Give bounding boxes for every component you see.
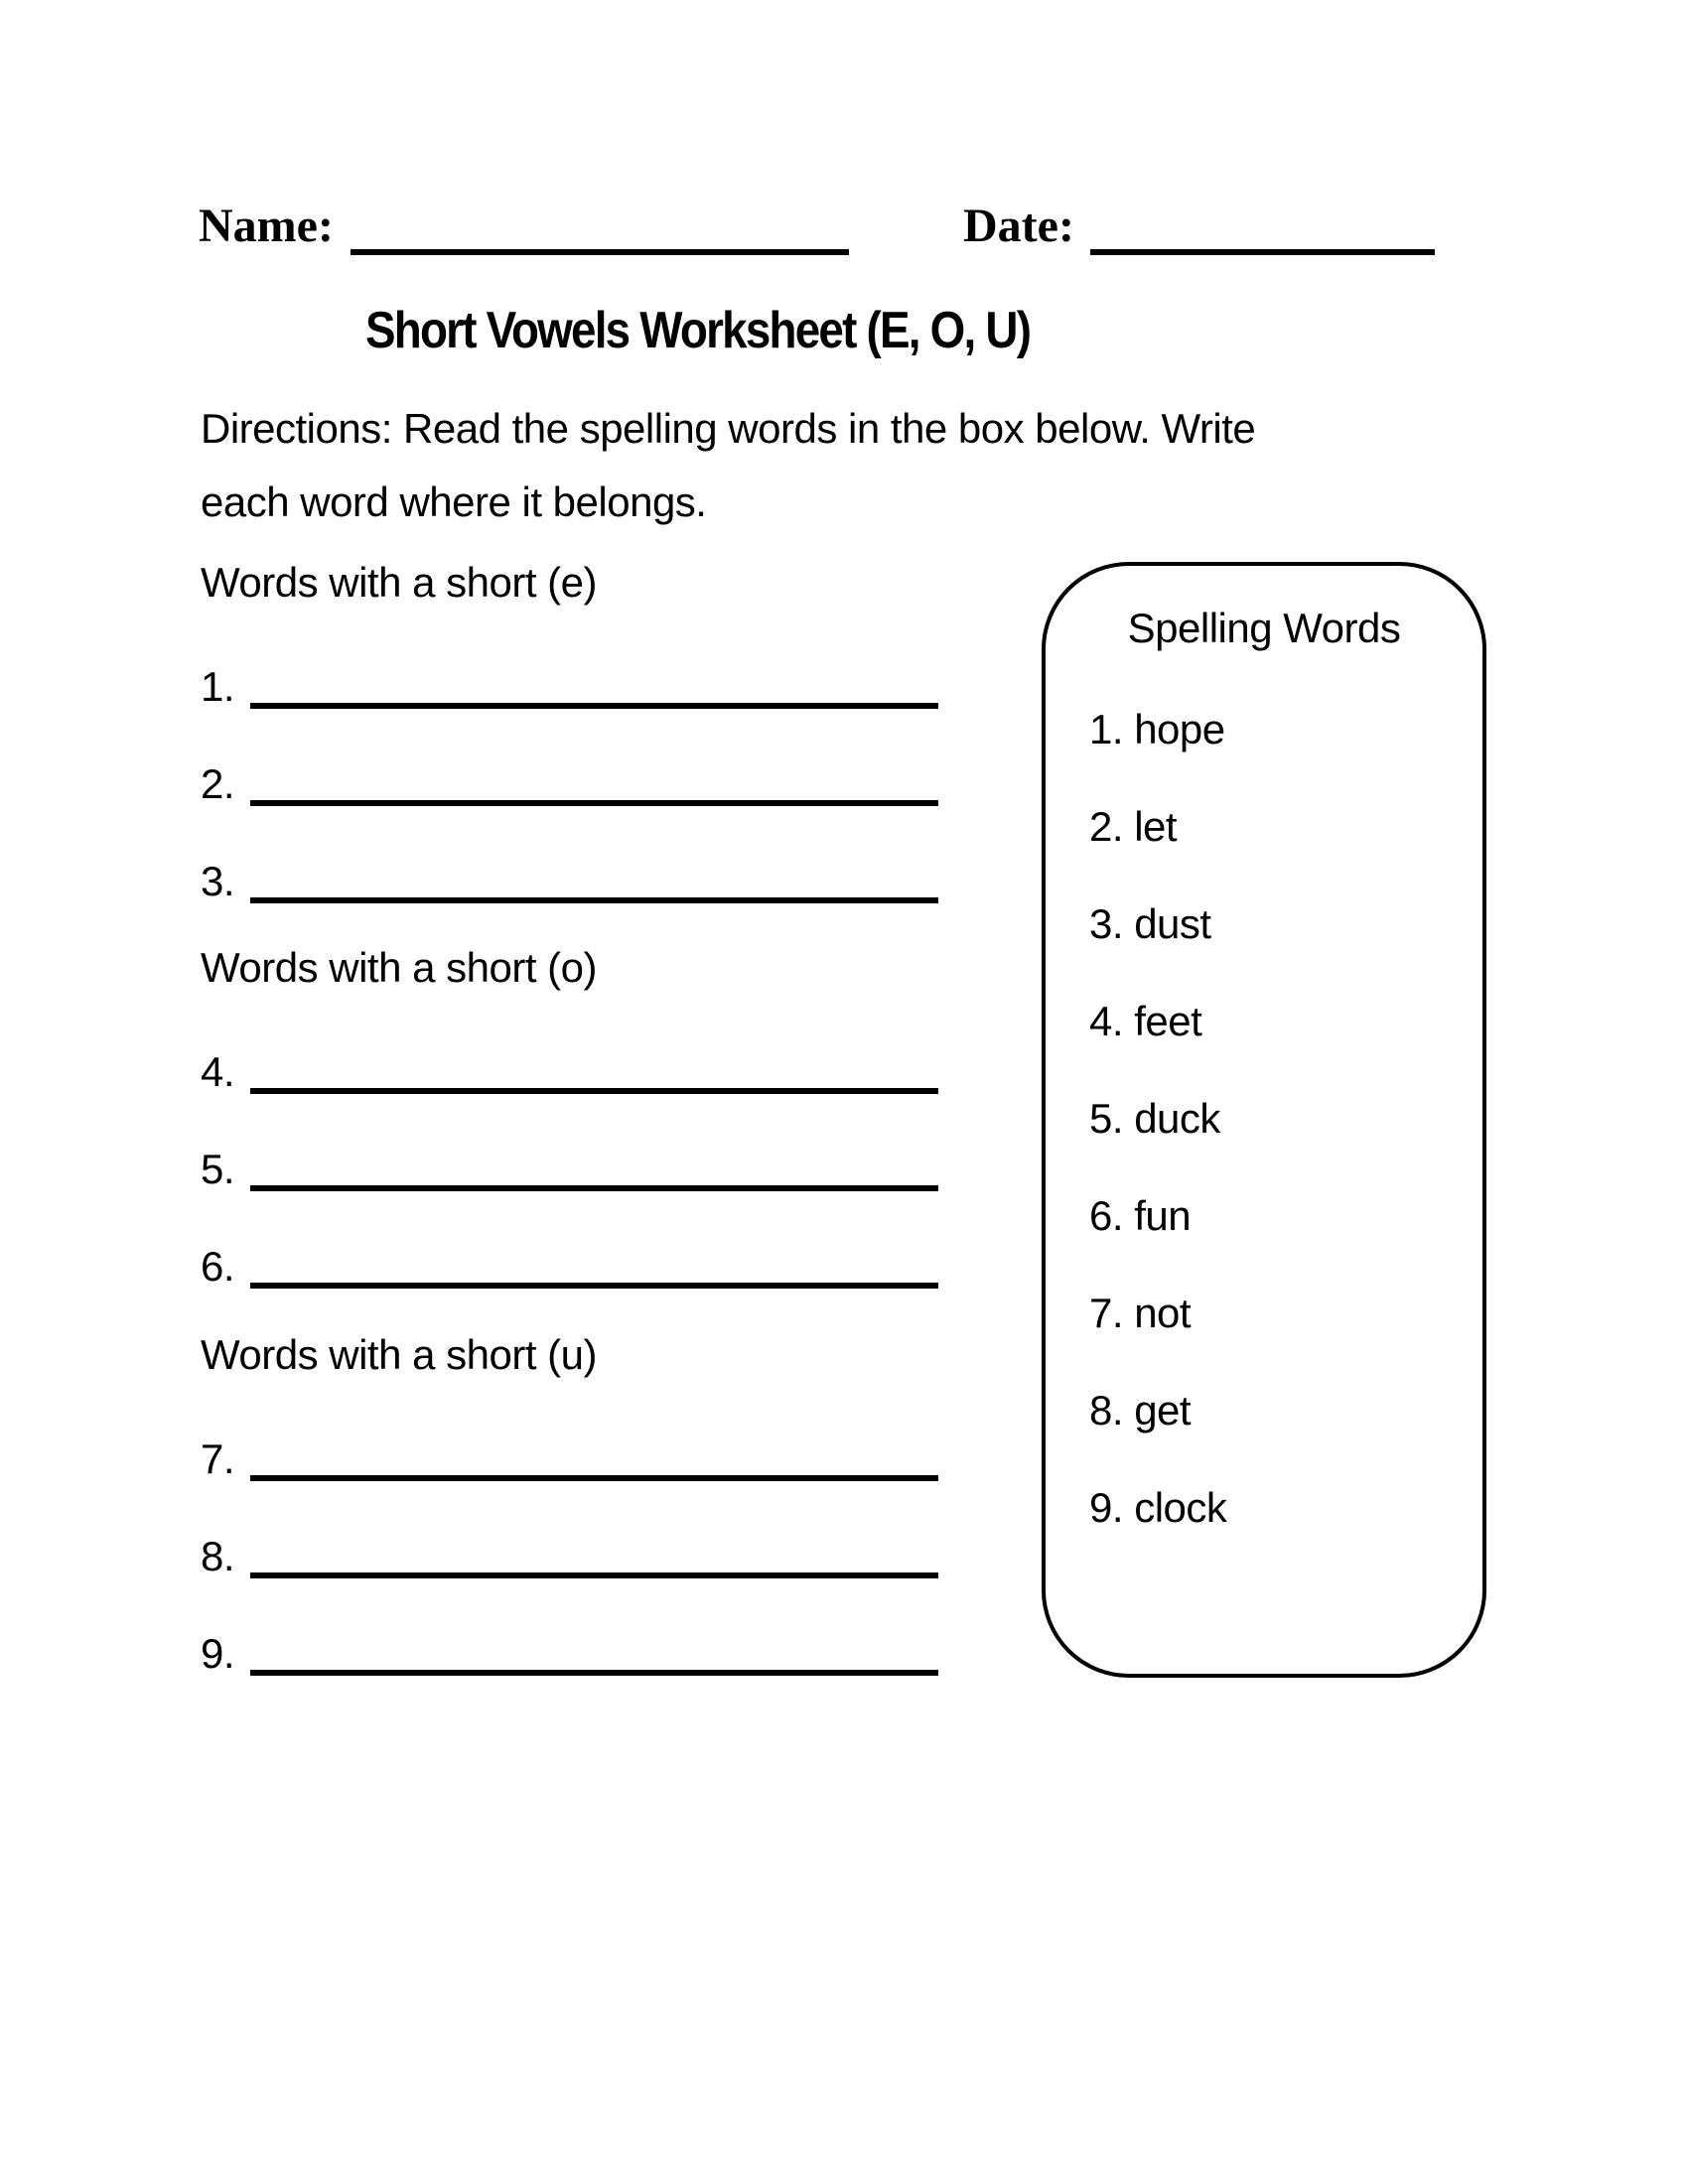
section-short-u <box>201 1330 938 1676</box>
worksheet-title: Short Vowels Worksheet (E, O, U) <box>365 302 1031 359</box>
spelling-words-title: Spelling Words <box>1127 605 1401 651</box>
answer-blank-row <box>201 1048 938 1094</box>
answer-blank-row <box>201 1243 938 1289</box>
answer-blank-line <box>250 663 938 709</box>
section-header: Words with a short (o) <box>201 944 598 991</box>
spelling-words-list <box>1046 681 1482 1557</box>
answer-blank-row <box>201 1146 938 1191</box>
answer-blank-row <box>201 858 938 903</box>
blank-number: 1. <box>201 663 235 710</box>
spelling-word: 9. clock <box>1089 1484 1227 1531</box>
date-label: Date: <box>963 200 1074 252</box>
blank-number: 3. <box>201 858 235 904</box>
blank-number: 6. <box>201 1243 235 1290</box>
date-blank-line <box>1090 249 1435 255</box>
answer-blank-line <box>250 1435 938 1481</box>
spelling-word: 2. let <box>1089 803 1178 850</box>
answer-blank-row <box>201 1533 938 1578</box>
spelling-word: 5. duck <box>1089 1095 1220 1142</box>
blank-number: 2. <box>201 760 235 807</box>
answer-blank-line <box>250 858 938 903</box>
name-blank-line <box>351 249 849 255</box>
answer-blank-row <box>201 1630 938 1676</box>
name-label: Name: <box>199 200 334 252</box>
section-header: Words with a short (u) <box>201 1331 598 1378</box>
blank-number: 4. <box>201 1048 235 1095</box>
spelling-word: 7. not <box>1089 1290 1192 1336</box>
spelling-word: 4. feet <box>1089 998 1202 1044</box>
directions-line-2: each word where it belongs. <box>201 478 707 525</box>
answer-blank-row <box>201 663 938 709</box>
section-short-e <box>201 558 938 903</box>
answer-blank-line <box>250 1146 938 1191</box>
blank-number: 9. <box>201 1630 235 1677</box>
section-header: Words with a short (e) <box>201 559 598 606</box>
directions-text <box>201 392 1452 539</box>
spelling-words-box <box>1042 562 1486 1678</box>
section-short-o <box>201 943 938 1289</box>
blank-number: 8. <box>201 1533 235 1579</box>
answer-blank-line <box>250 760 938 806</box>
spelling-word: 6. fun <box>1089 1192 1192 1239</box>
answer-blank-line <box>250 1630 938 1676</box>
spelling-word: 8. get <box>1089 1387 1192 1433</box>
blank-number: 7. <box>201 1435 235 1482</box>
answer-blank-line <box>250 1048 938 1094</box>
directions-line-1: Directions: Read the spelling words in the box below. Write <box>201 405 1256 452</box>
spelling-word: 3. dust <box>1089 900 1211 947</box>
answer-blank-row <box>201 760 938 806</box>
answer-blank-row <box>201 1435 938 1481</box>
answer-blank-line <box>250 1533 938 1578</box>
answer-blank-line <box>250 1243 938 1289</box>
blank-number: 5. <box>201 1146 235 1192</box>
spelling-word: 1. hope <box>1089 706 1225 752</box>
